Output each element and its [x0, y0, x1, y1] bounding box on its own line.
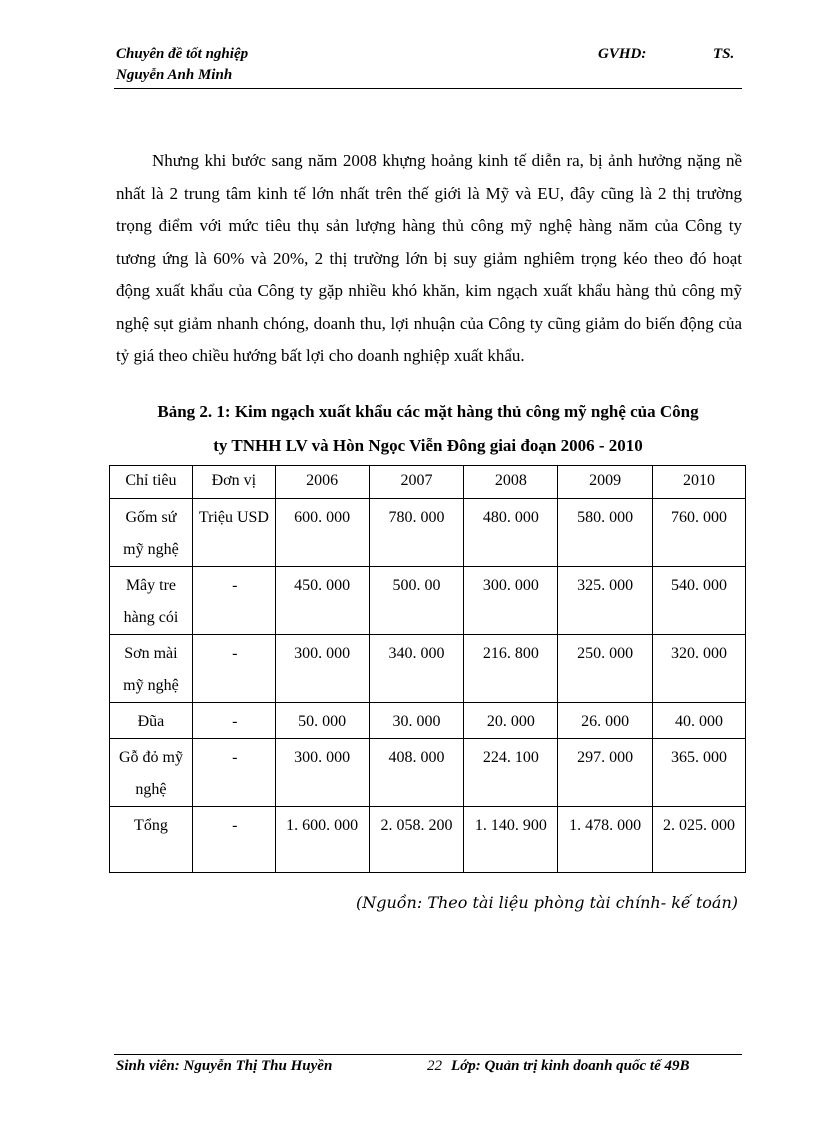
header-author: Nguyễn Anh Minh — [116, 67, 233, 83]
table-header-row — [110, 466, 746, 499]
header-cell: 2008 — [464, 466, 558, 499]
value-cell: 300. 000 — [275, 635, 369, 703]
value-cell: 300. 000 — [275, 739, 369, 807]
header-cell: 2009 — [558, 466, 653, 499]
page-number: 22 — [427, 1058, 442, 1074]
item-cell: Gốm sứ mỹ nghệ — [110, 499, 193, 567]
footer-class: Lớp: Quản trị kinh doanh quốc tế 49B — [451, 1058, 690, 1074]
item-cell: Đũa — [110, 703, 193, 739]
export-table — [109, 465, 746, 873]
value-cell: 325. 000 — [558, 567, 653, 635]
value-cell: 320. 000 — [653, 635, 746, 703]
table-caption-line2: ty TNHH LV và Hòn Ngọc Viễn Đông giai đoạn 2006 - 2010 — [213, 436, 643, 455]
value-cell: 40. 000 — [653, 703, 746, 739]
table-source-note: (Nguồn: Theo tài liệu phòng tài chính- kế toán) — [355, 893, 738, 912]
value-cell: 2. 058. 200 — [369, 807, 464, 873]
value-cell: 297. 000 — [558, 739, 653, 807]
footer-divider — [114, 1054, 742, 1055]
value-cell: 480. 000 — [464, 499, 558, 567]
value-cell: 580. 000 — [558, 499, 653, 567]
footer-student: Sinh viên: Nguyễn Thị Thu Huyền — [116, 1058, 333, 1074]
unit-cell: - — [192, 739, 275, 807]
table-row-total — [110, 807, 746, 873]
value-cell: 300. 000 — [464, 567, 558, 635]
value-cell: 600. 000 — [275, 499, 369, 567]
item-cell: Mây tre hàng cói — [110, 567, 193, 635]
value-cell: 30. 000 — [369, 703, 464, 739]
value-cell: 408. 000 — [369, 739, 464, 807]
value-cell: 365. 000 — [653, 739, 746, 807]
value-cell: 780. 000 — [369, 499, 464, 567]
unit-cell: - — [192, 807, 275, 873]
header-cell: Chỉ tiêu — [110, 466, 193, 499]
table-row — [110, 739, 746, 807]
value-cell: 50. 000 — [275, 703, 369, 739]
table-caption-line1: Bảng 2. 1: Kim ngạch xuất khẩu các mặt hàng thủ công mỹ nghệ của Công — [157, 402, 699, 421]
value-cell: 2. 025. 000 — [653, 807, 746, 873]
value-cell: 250. 000 — [558, 635, 653, 703]
value-cell: 760. 000 — [653, 499, 746, 567]
value-cell: 540. 000 — [653, 567, 746, 635]
header-supervisor-label: GVHD: — [598, 46, 647, 62]
value-cell: 224. 100 — [464, 739, 558, 807]
header-cell: 2007 — [369, 466, 464, 499]
value-cell: 1. 140. 900 — [464, 807, 558, 873]
header-cell: 2006 — [275, 466, 369, 499]
value-cell: 500. 00 — [369, 567, 464, 635]
value-cell: 1. 478. 000 — [558, 807, 653, 873]
header-divider — [114, 88, 742, 89]
table-row — [110, 703, 746, 739]
table-row — [110, 635, 746, 703]
unit-cell: - — [192, 567, 275, 635]
item-cell: Gỗ đỏ mỹ nghệ — [110, 739, 193, 807]
table-row — [110, 499, 746, 567]
value-cell: 450. 000 — [275, 567, 369, 635]
header-cell: 2010 — [653, 466, 746, 499]
unit-cell: - — [192, 703, 275, 739]
body-paragraph: Nhưng khi bước sang năm 2008 khựng hoảng kinh tế diễn ra, bị ảnh hưởng nặng nề nhất là 2 trung tâm kinh tế lớn nhất trên thế giới là Mỹ và EU, đây cũng là 2 thị trường trọng điểm với mức tiêu thụ sản lượng hàng thủ công mỹ nghệ hàng năm của Công ty tương ứng là 60% và 20%, 2 thị trường lớn bị suy giảm nghiêm trọng kéo theo đó hoạt động xuất khẩu của Công ty gặp nhiều khó khăn, kim ngạch xuất khẩu hàng thủ công mỹ nghệ sụt giảm nhanh chóng, doanh thu, lợi nhuận của Công ty cũng giảm do biến động của tỷ giá theo chiều hướng bất lợi cho doanh nghiệp xuất khẩu. — [116, 151, 742, 365]
value-cell: 26. 000 — [558, 703, 653, 739]
header-cell: Đơn vị — [192, 466, 275, 499]
header-supervisor-title: TS. — [713, 46, 735, 62]
unit-cell: - — [192, 635, 275, 703]
value-cell: 20. 000 — [464, 703, 558, 739]
header-title: Chuyên đề tốt nghiệp — [116, 46, 249, 62]
item-cell: Sơn mài mỹ nghệ — [110, 635, 193, 703]
value-cell: 1. 600. 000 — [275, 807, 369, 873]
value-cell: 216. 800 — [464, 635, 558, 703]
table-row — [110, 567, 746, 635]
value-cell: 340. 000 — [369, 635, 464, 703]
unit-cell: Triệu USD — [192, 499, 275, 567]
item-cell: Tổng — [110, 807, 193, 873]
